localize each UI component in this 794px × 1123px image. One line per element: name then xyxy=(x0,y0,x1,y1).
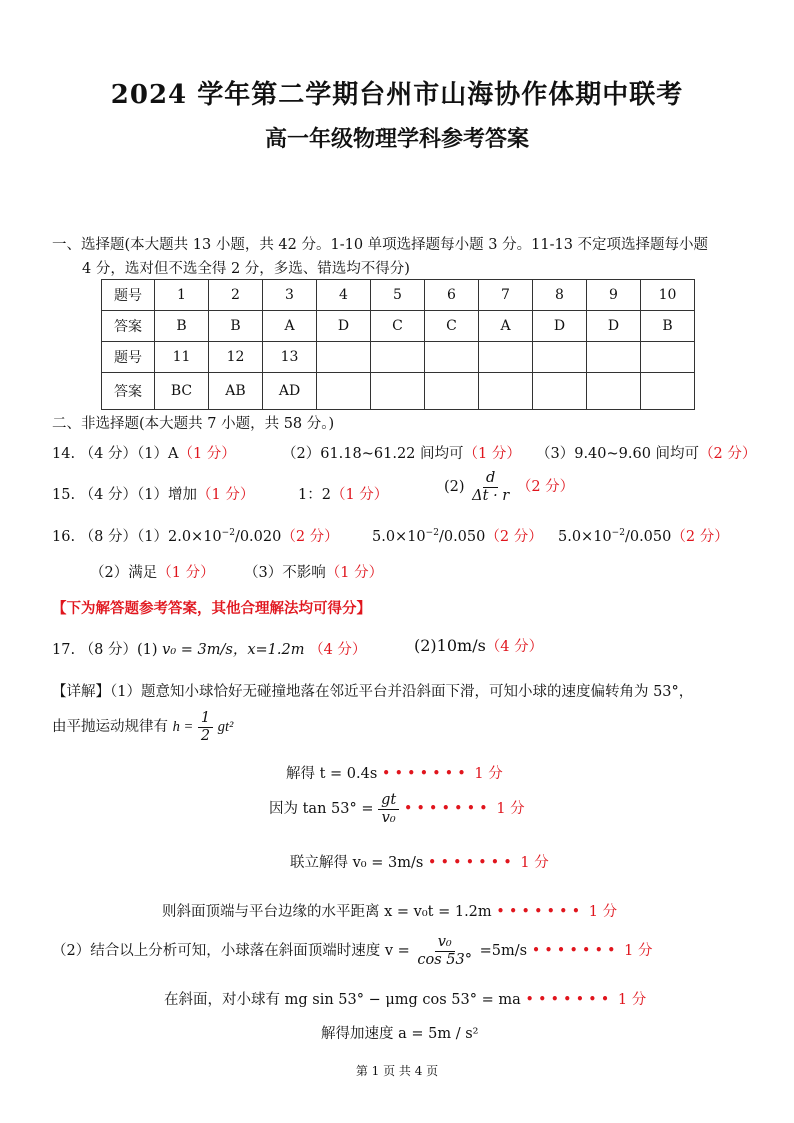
q16-value1-tail: /0.020 xyxy=(234,529,282,545)
dot-leader: ••••••• xyxy=(403,801,492,818)
fraction-numerator: v₀ xyxy=(435,934,455,952)
dot-leader: ••••••• xyxy=(531,943,620,960)
q17-answer1: v₀ = 3m/s，x=1.2m xyxy=(162,642,305,658)
score: （2 分） xyxy=(516,479,575,496)
step-1 xyxy=(286,762,503,783)
score: 1 分 xyxy=(588,904,618,920)
table-cell: 答案 xyxy=(102,311,155,342)
step-text: 解得 t = 0.4s xyxy=(286,766,378,782)
step-5 xyxy=(52,934,653,968)
score: 1 分 xyxy=(617,992,647,1008)
table-cell: 9 xyxy=(587,280,641,311)
score: （2 分） xyxy=(671,529,729,545)
score: （1 分） xyxy=(330,487,389,503)
score: （2 分） xyxy=(485,529,543,545)
table-cell xyxy=(317,373,371,410)
table-cell: 11 xyxy=(155,342,209,373)
table-cell: D xyxy=(533,311,587,342)
q15-line xyxy=(52,483,254,504)
q15-part2 xyxy=(298,483,388,504)
q15-fraction xyxy=(469,470,512,504)
q15-part3 xyxy=(444,470,574,504)
q14-line xyxy=(52,442,236,463)
dot-leader: ••••••• xyxy=(427,855,516,871)
step-2 xyxy=(269,792,525,826)
table-row xyxy=(102,311,695,342)
table-cell: C xyxy=(425,311,479,342)
q17-label: 17. （8 分）(1) xyxy=(52,642,158,658)
table-cell xyxy=(317,342,371,373)
table-cell xyxy=(371,373,425,410)
table-cell xyxy=(587,342,641,373)
dot-leader: ••••••• xyxy=(525,992,614,1008)
table-cell: 3 xyxy=(263,280,317,311)
dot-leader: ••••••• xyxy=(496,904,585,920)
table-cell xyxy=(479,373,533,410)
exponent: −2 xyxy=(611,528,625,539)
table-cell: BC xyxy=(155,373,209,410)
notice: 【下为解答题参考答案，其他合理解法均可得分】 xyxy=(52,600,371,617)
score: （1 分） xyxy=(157,565,215,581)
table-cell xyxy=(587,373,641,410)
equation-lhs: h = xyxy=(172,719,194,736)
q17-part2 xyxy=(414,635,543,656)
q16-value3: 5.0×10 xyxy=(558,529,612,545)
table-cell: 5 xyxy=(371,280,425,311)
q15-ratio: 1：2 xyxy=(298,487,331,503)
q14-part3-text: （3）9.40~9.60 间均可 xyxy=(536,446,700,462)
q14-part3 xyxy=(536,442,756,463)
page-footer: 第 1 页 共 4 页 xyxy=(355,1064,439,1078)
table-cell xyxy=(533,373,587,410)
q17-detail-line2 xyxy=(52,710,233,744)
step-fraction xyxy=(378,792,399,826)
table-cell: D xyxy=(317,311,371,342)
table-cell: B xyxy=(155,311,209,342)
table-cell: 12 xyxy=(209,342,263,373)
q16-part2-text: （2）满足 xyxy=(90,565,158,581)
q15-label: 15. （4 分）（1）增加 xyxy=(52,487,197,503)
exponent: −2 xyxy=(425,528,439,539)
q16-value2: 5.0×10 xyxy=(372,529,426,545)
section1-line1: 一、选择题(本大题共 13 小题，共 42 分。1-10 单项选择题每小题 3 分。11-13 不定项选择题每小题 xyxy=(52,237,709,253)
score: （4 分） xyxy=(309,642,367,658)
q14-part2 xyxy=(282,442,521,463)
fraction-denominator: Δt · r xyxy=(472,487,510,504)
score: （1 分） xyxy=(325,565,384,581)
table-cell: 10 xyxy=(641,280,695,311)
step-3 xyxy=(290,851,549,872)
exponent: −2 xyxy=(221,528,235,539)
fraction-numerator: d xyxy=(483,470,498,488)
step-text: （2）结合以上分析可知，小球落在斜面顶端时速度 v = xyxy=(52,943,410,960)
table-cell xyxy=(425,342,479,373)
score: （1 分） xyxy=(196,487,255,503)
page-subtitle: 高一年级物理学科参考答案 xyxy=(264,126,529,152)
q16-value1: 2.0×10 xyxy=(167,529,222,545)
q17-part2-text: (2)10m/s xyxy=(414,636,486,655)
detail-text: 由平抛运动规律有 xyxy=(52,719,168,736)
table-cell: 8 xyxy=(533,280,587,311)
equation-tail: gt² xyxy=(217,719,234,736)
page-title: 2024 学年第二学期台州市山海协作体期中联考 xyxy=(110,80,684,110)
table-cell xyxy=(479,342,533,373)
q16-part3-text: （3）不影响 xyxy=(244,565,326,581)
table-cell: 7 xyxy=(479,280,533,311)
table-cell: 1 xyxy=(155,280,209,311)
fraction-numerator: 1 xyxy=(198,710,213,728)
fraction-denominator: 2 xyxy=(200,727,211,744)
table-row xyxy=(102,280,695,311)
table-cell: AB xyxy=(209,373,263,410)
step-4 xyxy=(162,900,617,921)
score: 1 分 xyxy=(520,855,549,871)
table-cell: B xyxy=(209,311,263,342)
fraction-denominator: v₀ xyxy=(381,809,396,826)
step-6 xyxy=(164,988,646,1009)
table-cell: 2 xyxy=(209,280,263,311)
answer-table xyxy=(101,279,695,410)
q16-line xyxy=(52,525,339,546)
q16-part3 xyxy=(244,561,383,582)
step-text: 则斜面顶端与平台边缘的水平距离 x = v₀t = 1.2m xyxy=(162,904,492,920)
table-cell: 4 xyxy=(317,280,371,311)
fraction-denominator: cos 53° xyxy=(417,951,473,968)
step-7: 解得加速度 a = 5m / s² xyxy=(321,1026,479,1042)
section2-heading: 二、非选择题(本大题共 7 小题，共 58 分。) xyxy=(52,416,335,432)
table-cell: D xyxy=(587,311,641,342)
score: 1 分 xyxy=(624,943,653,960)
table-cell: B xyxy=(641,311,695,342)
table-cell xyxy=(425,373,479,410)
table-cell xyxy=(641,342,695,373)
table-cell: 13 xyxy=(263,342,317,373)
step-fraction xyxy=(414,934,475,968)
table-cell: 答案 xyxy=(102,373,155,410)
table-cell: A xyxy=(263,311,317,342)
score: 1 分 xyxy=(474,766,503,782)
score: 1 分 xyxy=(496,801,525,818)
table-cell: 题号 xyxy=(102,280,155,311)
step-text: 在斜面，对小球有 mg sin 53° − μmg cos 53° = ma xyxy=(164,992,521,1008)
q16-value3-tail: /0.050 xyxy=(624,529,672,545)
step-text: 联立解得 v₀ = 3m/s xyxy=(290,855,424,871)
score: （1 分） xyxy=(463,446,521,462)
score: （4 分） xyxy=(485,639,544,655)
table-cell xyxy=(371,342,425,373)
step-tail: =5m/s xyxy=(479,943,528,960)
q14-part2-text: （2）61.18~61.22 间均可 xyxy=(282,446,464,462)
table-row xyxy=(102,342,695,373)
equation-fraction xyxy=(198,710,213,744)
table-cell xyxy=(533,342,587,373)
q16-label: 16. （8 分）（1） xyxy=(52,529,168,545)
table-cell: A xyxy=(479,311,533,342)
score: （1 分） xyxy=(178,446,236,462)
q16-value2-group xyxy=(372,525,543,546)
step-text: 因为 tan 53° = xyxy=(269,801,374,818)
q16-part2 xyxy=(90,561,215,582)
table-cell: C xyxy=(371,311,425,342)
table-cell: AD xyxy=(263,373,317,410)
fraction-numerator: gt xyxy=(378,792,399,810)
section1-line2: 4 分，选对但不选全得 2 分，多选、错选均不得分) xyxy=(82,261,410,277)
q17-line xyxy=(52,638,366,659)
score: （2 分） xyxy=(281,529,339,545)
score: （2 分） xyxy=(699,446,757,462)
table-row xyxy=(102,373,695,410)
dot-leader: ••••••• xyxy=(381,766,470,782)
q16-value3-group xyxy=(558,525,729,546)
q15-part3-label: (2) xyxy=(444,479,465,496)
q14-label: 14. （4 分）（1）A xyxy=(52,446,179,462)
q17-detail-intro: 【详解】（1）题意知小球恰好无碰撞地落在邻近平台并沿斜面下滑，可知小球的速度偏转角为 53°， xyxy=(52,684,694,700)
table-cell: 题号 xyxy=(102,342,155,373)
table-cell xyxy=(641,373,695,410)
q16-value2-tail: /0.050 xyxy=(438,529,486,545)
table-cell: 6 xyxy=(425,280,479,311)
